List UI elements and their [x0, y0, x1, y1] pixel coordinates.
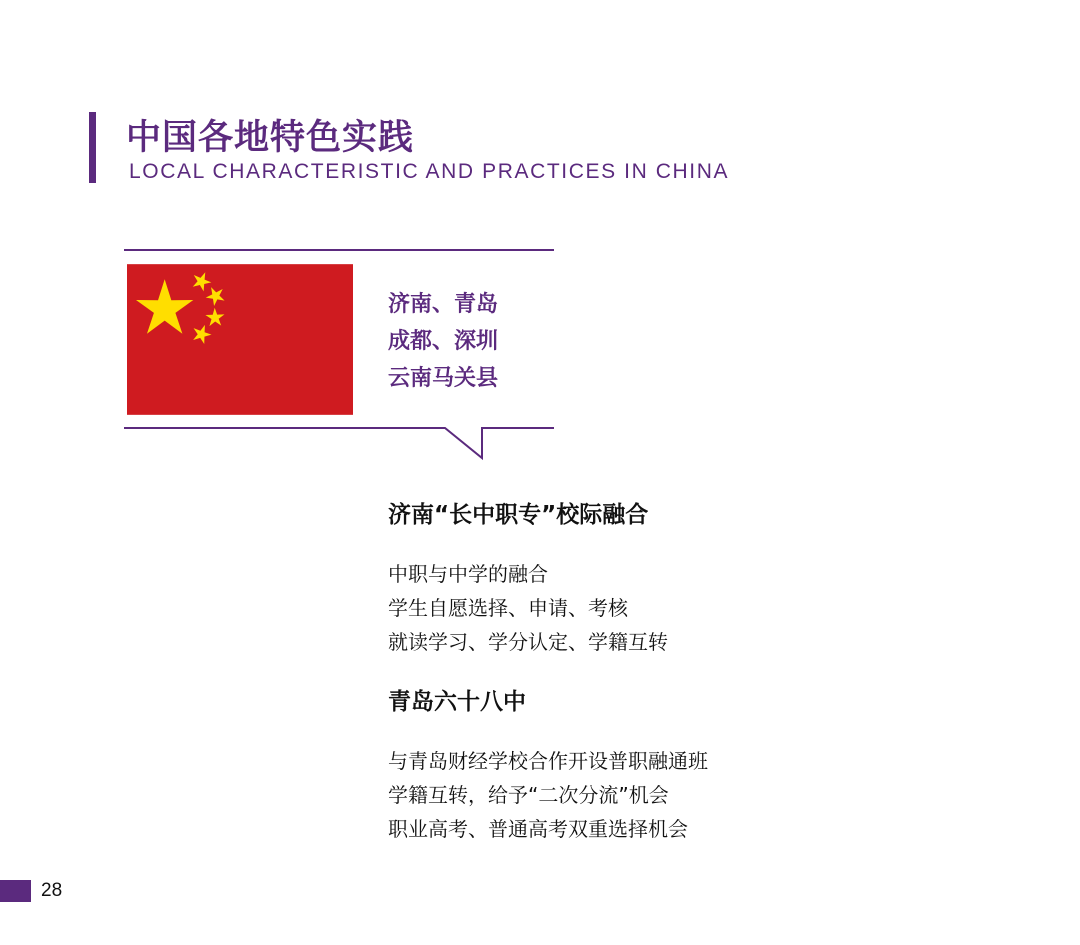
- section-line: 就读学习、学分认定、学籍互转: [388, 630, 668, 654]
- section-line: 与青岛财经学校合作开设普职融通班: [388, 749, 708, 773]
- section-heading: 青岛六十八中: [388, 689, 526, 715]
- section-line: 职业高考、普通高考双重选择机会: [388, 817, 688, 841]
- section-qingdao: [388, 683, 708, 846]
- city-line: 济南、青岛: [388, 292, 499, 317]
- china-flag-icon: [127, 264, 353, 415]
- section-lines: [388, 744, 708, 846]
- section-lines: [388, 557, 668, 659]
- city-list: [388, 286, 498, 397]
- page-number: 28: [41, 880, 63, 901]
- callout-bottom-pointer: [124, 428, 554, 458]
- section-line: 学生自愿选择、申请、考核: [388, 596, 628, 620]
- section-line: 中职与中学的融合: [388, 562, 548, 586]
- page-subtitle: LOCAL CHARACTERISTIC AND PRACTICES IN CHINA: [129, 160, 730, 183]
- section-heading: 济南“长中职专”校际融合: [388, 502, 649, 528]
- flag-field: [127, 264, 353, 415]
- city-line: 成都、深圳: [388, 329, 499, 354]
- section-line: 学籍互转，给予“二次分流”机会: [388, 783, 669, 807]
- section-jinan: [388, 496, 668, 659]
- city-line: 云南马关县: [388, 366, 499, 391]
- title-accent-bar: [89, 112, 96, 183]
- page-number-tab: [0, 880, 31, 902]
- page-title: 中国各地特色实践: [126, 118, 415, 158]
